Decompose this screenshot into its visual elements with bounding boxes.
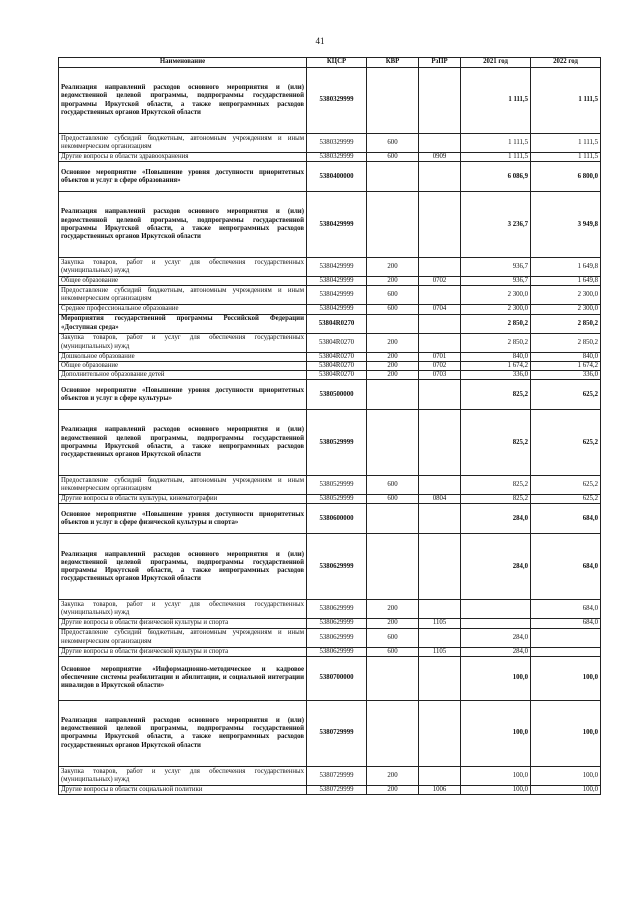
row-name-cell: Закупка товаров, работ и услуг для обеспечения государственных (муниципальных) нужд xyxy=(59,600,307,619)
row-name-cell: Реализация направлений расходов основного мероприятия и (или) ведомственной целевой программы, подпрограммы государственной программы Иркутской области, а также непрограммных расходов государственных органов Иркутской области xyxy=(59,700,307,766)
table-row xyxy=(59,766,601,785)
table-header-row xyxy=(59,58,601,68)
table-row xyxy=(59,380,601,410)
table-row xyxy=(59,162,601,192)
row-rzpr-cell xyxy=(419,600,461,619)
header-rzpr: РзПР xyxy=(419,58,461,68)
row-rzpr-cell: 1006 xyxy=(419,785,461,794)
row-rzpr-cell: 0804 xyxy=(419,495,461,504)
row-kvr-cell: 200 xyxy=(367,785,419,794)
row-kcsr-cell: 53804R0270 xyxy=(307,371,367,380)
row-kvr-cell xyxy=(367,162,419,192)
row-rzpr-cell: 1105 xyxy=(419,647,461,656)
header-kcsr: КЦСР xyxy=(307,58,367,68)
table-row xyxy=(59,153,601,162)
row-rzpr-cell xyxy=(419,380,461,410)
row-2022-cell: 684,0 xyxy=(531,504,601,534)
row-kvr-cell: 600 xyxy=(367,628,419,647)
row-2021-cell: 1 111,5 xyxy=(461,134,531,153)
header-kvr: КВР xyxy=(367,58,419,68)
row-2022-cell: 2 850,2 xyxy=(531,333,601,352)
row-2022-cell: 684,0 xyxy=(531,600,601,619)
row-2022-cell: 100,0 xyxy=(531,785,601,794)
row-kvr-cell: 200 xyxy=(367,766,419,785)
row-kvr-cell xyxy=(367,504,419,534)
row-kvr-cell xyxy=(367,68,419,134)
row-2021-cell: 336,0 xyxy=(461,371,531,380)
row-name-cell: Реализация направлений расходов основного мероприятия и (или) ведомственной целевой программы, подпрограммы государственной программы Иркутской области, а также непрограммных расходов государственных органов Иркутской области xyxy=(59,534,307,600)
row-2021-cell: 825,2 xyxy=(461,410,531,476)
row-rzpr-cell xyxy=(419,286,461,305)
row-2022-cell: 625,2 xyxy=(531,476,601,495)
row-kcsr-cell: 5380729999 xyxy=(307,766,367,785)
row-name-cell: Закупка товаров, работ и услуг для обеспечения государственных (муниципальных) нужд xyxy=(59,258,307,277)
row-2022-cell: 1 649,8 xyxy=(531,258,601,277)
row-2021-cell: 2 300,0 xyxy=(461,286,531,305)
row-2021-cell xyxy=(461,600,531,619)
row-2021-cell: 6 086,9 xyxy=(461,162,531,192)
row-name-cell: Предоставление субсидий бюджетным, автономным учреждениям и иным некоммерческим организациям xyxy=(59,134,307,153)
row-2022-cell: 336,0 xyxy=(531,371,601,380)
row-2022-cell: 6 800,0 xyxy=(531,162,601,192)
row-kcsr-cell: 5380429999 xyxy=(307,192,367,258)
row-2022-cell: 1 111,5 xyxy=(531,153,601,162)
row-name-cell: Дошкольное образование xyxy=(59,352,307,361)
row-kvr-cell: 600 xyxy=(367,153,419,162)
row-name-cell: Реализация направлений расходов основного мероприятия и (или) ведомственной целевой программы, подпрограммы государственной программы Иркутской области, а также непрограммных расходов государственных органов Иркутской области xyxy=(59,68,307,134)
row-2022-cell: 100,0 xyxy=(531,656,601,700)
row-2022-cell xyxy=(531,647,601,656)
row-2021-cell: 284,0 xyxy=(461,647,531,656)
row-2021-cell: 100,0 xyxy=(461,766,531,785)
row-2021-cell: 825,2 xyxy=(461,476,531,495)
row-kcsr-cell: 5380329999 xyxy=(307,134,367,153)
row-kvr-cell xyxy=(367,314,419,333)
row-2021-cell: 284,0 xyxy=(461,628,531,647)
row-name-cell: Другие вопросы в области культуры, кинематографии xyxy=(59,495,307,504)
row-2021-cell: 284,0 xyxy=(461,534,531,600)
row-rzpr-cell: 0703 xyxy=(419,371,461,380)
row-kcsr-cell: 5380429999 xyxy=(307,305,367,314)
row-kvr-cell xyxy=(367,192,419,258)
row-name-cell: Другие вопросы в области физической культуры и спорта xyxy=(59,647,307,656)
row-name-cell: Мероприятия государственной программы Российской Федерации «Доступная среда» xyxy=(59,314,307,333)
row-kvr-cell: 600 xyxy=(367,495,419,504)
row-rzpr-cell: 0702 xyxy=(419,361,461,370)
row-2022-cell: 1 649,8 xyxy=(531,277,601,286)
table-row xyxy=(59,286,601,305)
row-kcsr-cell: 5380429999 xyxy=(307,286,367,305)
row-name-cell: Основное мероприятие «Повышение уровня доступности приоритетных объектов и услуг в сфере физической культуры и спорта» xyxy=(59,504,307,534)
row-2022-cell: 1 111,5 xyxy=(531,68,601,134)
row-kvr-cell: 200 xyxy=(367,619,419,628)
row-kcsr-cell: 53804R0270 xyxy=(307,361,367,370)
table-row xyxy=(59,600,601,619)
row-rzpr-cell xyxy=(419,656,461,700)
row-name-cell: Другие вопросы в области физической культуры и спорта xyxy=(59,619,307,628)
table-row xyxy=(59,700,601,766)
row-kcsr-cell: 5380629999 xyxy=(307,534,367,600)
row-rzpr-cell: 0702 xyxy=(419,277,461,286)
row-rzpr-cell xyxy=(419,410,461,476)
header-2021: 2021 год xyxy=(461,58,531,68)
row-name-cell: Закупка товаров, работ и услуг для обеспечения государственных (муниципальных) нужд xyxy=(59,766,307,785)
row-kcsr-cell: 5380529999 xyxy=(307,410,367,476)
row-kcsr-cell: 5380429999 xyxy=(307,277,367,286)
row-2021-cell: 2 850,2 xyxy=(461,314,531,333)
row-2022-cell: 840,0 xyxy=(531,352,601,361)
row-name-cell: Предоставление субсидий бюджетным, автономным учреждениям и иным некоммерческим организациям xyxy=(59,628,307,647)
row-2021-cell: 936,7 xyxy=(461,277,531,286)
row-name-cell: Среднее профессиональное образование xyxy=(59,305,307,314)
row-2021-cell: 1 111,5 xyxy=(461,153,531,162)
row-rzpr-cell: 0909 xyxy=(419,153,461,162)
row-2021-cell: 825,2 xyxy=(461,380,531,410)
table-row xyxy=(59,619,601,628)
table-row xyxy=(59,352,601,361)
row-2022-cell: 2 300,0 xyxy=(531,305,601,314)
row-name-cell: Предоставление субсидий бюджетным, автономным учреждениям и иным некоммерческим организациям xyxy=(59,286,307,305)
row-kcsr-cell: 5380329999 xyxy=(307,68,367,134)
row-name-cell: Общее образование xyxy=(59,361,307,370)
table-row xyxy=(59,258,601,277)
row-name-cell: Общее образование xyxy=(59,277,307,286)
row-kvr-cell: 600 xyxy=(367,134,419,153)
row-rzpr-cell xyxy=(419,766,461,785)
row-rzpr-cell xyxy=(419,504,461,534)
table-row xyxy=(59,647,601,656)
row-rzpr-cell: 1105 xyxy=(419,619,461,628)
row-name-cell: Основное мероприятие «Повышение уровня доступности приоритетных объектов и услуг в сфере образования» xyxy=(59,162,307,192)
row-kvr-cell: 200 xyxy=(367,333,419,352)
row-kvr-cell: 200 xyxy=(367,361,419,370)
row-2022-cell: 1 674,2 xyxy=(531,361,601,370)
row-kvr-cell: 200 xyxy=(367,277,419,286)
row-name-cell: Основное мероприятие «Информационно-методическое и кадровое обеспечение системы реабилитации и абилитации, и социальной интеграции инвалидов в Иркутской области» xyxy=(59,656,307,700)
table-row xyxy=(59,410,601,476)
row-2022-cell xyxy=(531,628,601,647)
row-2022-cell: 100,0 xyxy=(531,700,601,766)
table-row xyxy=(59,495,601,504)
table-row xyxy=(59,134,601,153)
table-row xyxy=(59,785,601,794)
header-2022: 2022 год xyxy=(531,58,601,68)
row-kvr-cell xyxy=(367,656,419,700)
row-kvr-cell: 600 xyxy=(367,305,419,314)
row-rzpr-cell xyxy=(419,258,461,277)
row-rzpr-cell: 0701 xyxy=(419,352,461,361)
table-row xyxy=(59,534,601,600)
row-2021-cell: 2 850,2 xyxy=(461,333,531,352)
row-kvr-cell xyxy=(367,410,419,476)
row-2022-cell: 2 300,0 xyxy=(531,286,601,305)
row-kvr-cell: 600 xyxy=(367,476,419,495)
row-kcsr-cell: 5380629999 xyxy=(307,647,367,656)
row-rzpr-cell xyxy=(419,333,461,352)
row-2022-cell: 625,2 xyxy=(531,410,601,476)
row-kvr-cell: 200 xyxy=(367,352,419,361)
row-2021-cell: 100,0 xyxy=(461,656,531,700)
row-2021-cell: 825,2 xyxy=(461,495,531,504)
page-number: 41 xyxy=(315,36,325,46)
row-kvr-cell: 200 xyxy=(367,371,419,380)
row-name-cell: Другие вопросы в области социальной политики xyxy=(59,785,307,794)
row-rzpr-cell xyxy=(419,628,461,647)
table-row xyxy=(59,504,601,534)
row-name-cell: Другие вопросы в области здравоохранения xyxy=(59,153,307,162)
row-2021-cell: 1 111,5 xyxy=(461,68,531,134)
table-row xyxy=(59,656,601,700)
row-2021-cell: 2 300,0 xyxy=(461,305,531,314)
row-kvr-cell: 600 xyxy=(367,647,419,656)
row-rzpr-cell xyxy=(419,700,461,766)
row-kcsr-cell: 53804R0270 xyxy=(307,314,367,333)
row-kcsr-cell: 5380400000 xyxy=(307,162,367,192)
row-kvr-cell xyxy=(367,380,419,410)
row-2021-cell xyxy=(461,619,531,628)
row-2021-cell: 100,0 xyxy=(461,785,531,794)
table-row xyxy=(59,371,601,380)
row-kvr-cell: 200 xyxy=(367,258,419,277)
row-rzpr-cell: 0704 xyxy=(419,305,461,314)
header-name: Наименование xyxy=(59,58,307,68)
row-2021-cell: 1 674,2 xyxy=(461,361,531,370)
row-rzpr-cell xyxy=(419,192,461,258)
row-kvr-cell: 200 xyxy=(367,600,419,619)
row-2022-cell: 684,0 xyxy=(531,619,601,628)
table-row xyxy=(59,192,601,258)
row-rzpr-cell xyxy=(419,134,461,153)
row-kcsr-cell: 5380600000 xyxy=(307,504,367,534)
row-kcsr-cell: 5380500000 xyxy=(307,380,367,410)
row-kcsr-cell: 5380529999 xyxy=(307,495,367,504)
row-rzpr-cell xyxy=(419,162,461,192)
row-kcsr-cell: 5380529999 xyxy=(307,476,367,495)
row-name-cell: Основное мероприятие «Повышение уровня доступности приоритетных объектов и услуг в сфере культуры» xyxy=(59,380,307,410)
table-body xyxy=(59,68,601,795)
row-name-cell: Реализация направлений расходов основного мероприятия и (или) ведомственной целевой программы, подпрограммы государственной программы Иркутской области, а также непрограммных расходов государственных органов Иркутской области xyxy=(59,410,307,476)
row-kvr-cell xyxy=(367,534,419,600)
row-kcsr-cell: 5380700000 xyxy=(307,656,367,700)
table-row xyxy=(59,305,601,314)
row-2021-cell: 100,0 xyxy=(461,700,531,766)
row-2021-cell: 3 236,7 xyxy=(461,192,531,258)
row-rzpr-cell xyxy=(419,476,461,495)
table-row xyxy=(59,361,601,370)
budget-table xyxy=(58,57,601,795)
row-2021-cell: 284,0 xyxy=(461,504,531,534)
row-kcsr-cell: 5380629999 xyxy=(307,628,367,647)
table-row xyxy=(59,277,601,286)
table-row xyxy=(59,333,601,352)
row-2022-cell: 100,0 xyxy=(531,766,601,785)
row-name-cell: Реализация направлений расходов основного мероприятия и (или) ведомственной целевой программы, подпрограммы государственной программы Иркутской области, а также непрограммных расходов государственных органов Иркутской области xyxy=(59,192,307,258)
row-2022-cell: 2 850,2 xyxy=(531,314,601,333)
row-2022-cell: 625,2 xyxy=(531,495,601,504)
row-kvr-cell xyxy=(367,700,419,766)
row-2022-cell: 684,0 xyxy=(531,534,601,600)
table-row xyxy=(59,68,601,134)
table-row xyxy=(59,476,601,495)
row-rzpr-cell xyxy=(419,68,461,134)
row-kcsr-cell: 5380429999 xyxy=(307,258,367,277)
row-2022-cell: 1 111,5 xyxy=(531,134,601,153)
table-row xyxy=(59,628,601,647)
row-2021-cell: 936,7 xyxy=(461,258,531,277)
row-2021-cell: 840,0 xyxy=(461,352,531,361)
row-kcsr-cell: 5380729999 xyxy=(307,700,367,766)
row-rzpr-cell xyxy=(419,534,461,600)
row-kcsr-cell: 5380329999 xyxy=(307,153,367,162)
row-name-cell: Предоставление субсидий бюджетным, автономным учреждениям и иным некоммерческим организациям xyxy=(59,476,307,495)
row-kcsr-cell: 53804R0270 xyxy=(307,333,367,352)
row-kcsr-cell: 5380629999 xyxy=(307,600,367,619)
row-rzpr-cell xyxy=(419,314,461,333)
row-2022-cell: 625,2 xyxy=(531,380,601,410)
row-kcsr-cell: 5380729999 xyxy=(307,785,367,794)
row-2022-cell: 3 949,8 xyxy=(531,192,601,258)
table-row xyxy=(59,314,601,333)
row-name-cell: Дополнительное образование детей xyxy=(59,371,307,380)
row-kcsr-cell: 5380629999 xyxy=(307,619,367,628)
row-kcsr-cell: 53804R0270 xyxy=(307,352,367,361)
row-name-cell: Закупка товаров, работ и услуг для обеспечения государственных (муниципальных) нужд xyxy=(59,333,307,352)
row-kvr-cell: 600 xyxy=(367,286,419,305)
